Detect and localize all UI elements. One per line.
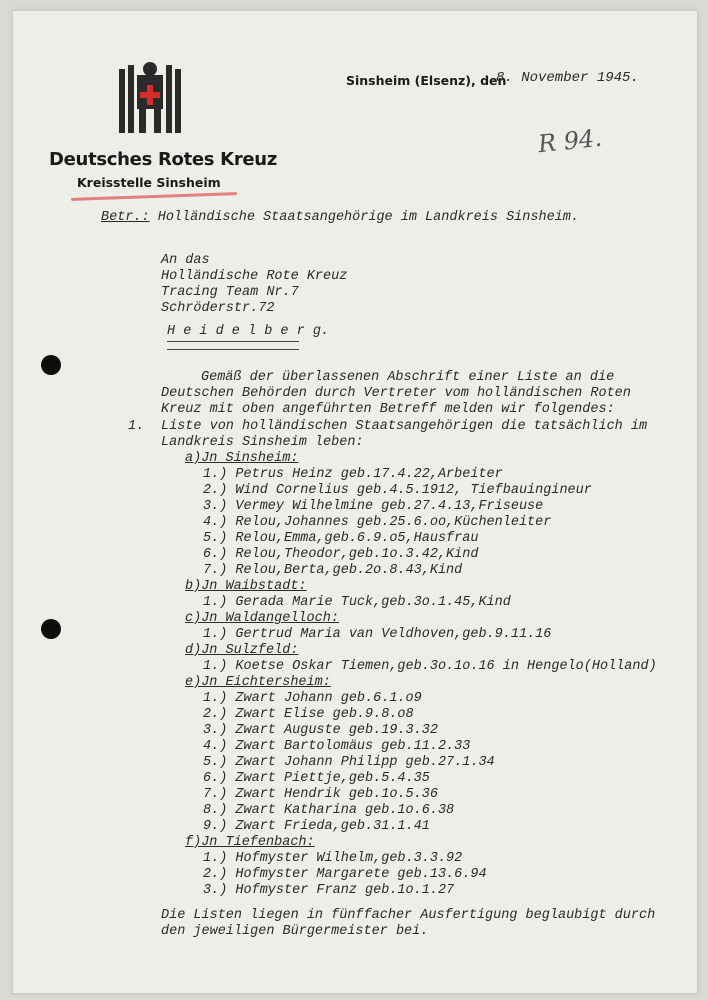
red-cross-eagle-logo-icon: [115, 55, 185, 135]
closing-line: den jeweiligen Bürgermeister bei.: [161, 924, 429, 939]
list-item: 9.) Zwart Frieda,geb.31.1.41: [203, 819, 430, 834]
group-heading: d)Jn Sulzfeld:: [185, 643, 299, 658]
list-item: 1.) Hofmyster Wilhelm,geb.3.3.92: [203, 851, 463, 866]
list-item: 3.) Vermey Wilhelmine geb.27.4.13,Friseuse: [203, 499, 544, 514]
intro-line: Deutschen Behörden durch Vertreter vom holländischen Roten: [161, 386, 631, 401]
address-city: H e i d e l b e r g.: [167, 324, 330, 339]
list-item: 4.) Relou,Johannes geb.25.6.oo,Küchenleiter: [203, 515, 552, 530]
list-item: 5.) Zwart Johann Philipp geb.27.1.34: [203, 755, 495, 770]
group-heading: f)Jn Tiefenbach:: [185, 835, 315, 850]
branch-name: Kreisstelle Sinsheim: [77, 175, 221, 190]
list-item: 8.) Zwart Katharina geb.1o.6.38: [203, 803, 455, 818]
list-item: 1.) Gertrud Maria van Veldhoven,geb.9.11.16: [203, 627, 552, 642]
intro-line: Gemäß der überlassenen Abschrift einer Liste an die: [201, 370, 615, 385]
organization-name: Deutsches Rotes Kreuz: [49, 149, 277, 170]
list-item: 7.) Zwart Hendrik geb.1o.5.36: [203, 787, 438, 802]
address-line: Schröderstr.72: [161, 301, 275, 316]
point-text-line: Liste von holländischen Staatsangehörigen die tatsächlich im: [161, 419, 648, 434]
list-item: 7.) Relou,Berta,geb.2o.8.43,Kind: [203, 563, 463, 578]
group-heading: a)Jn Sinsheim:: [185, 451, 299, 466]
list-item: 3.) Hofmyster Franz geb.1o.1.27: [203, 883, 455, 898]
letter-place: Sinsheim (Elsenz), den: [346, 73, 507, 88]
list-item: 6.) Relou,Theodor,geb.1o.3.42,Kind: [203, 547, 479, 562]
group-heading: e)Jn Eichtersheim:: [185, 675, 331, 690]
group-heading: c)Jn Waldangelloch:: [185, 611, 339, 626]
closing-line: Die Listen liegen in fünffacher Ausfertigung beglaubigt durch: [161, 908, 656, 923]
group-heading: b)Jn Waibstadt:: [185, 579, 307, 594]
subject-label: Betr.:: [101, 210, 150, 225]
address-double-rule: [167, 341, 299, 350]
list-item: 4.) Zwart Bartolomäus geb.11.2.33: [203, 739, 471, 754]
handwritten-reference: R 94.: [536, 123, 604, 159]
list-item: 2.) Hofmyster Margarete geb.13.6.94: [203, 867, 487, 882]
punch-hole-top: [41, 355, 61, 375]
subject-line: [101, 211, 579, 225]
red-underline: [71, 192, 237, 201]
list-item: 6.) Zwart Piettje,geb.5.4.35: [203, 771, 430, 786]
point-text-line: Landkreis Sinsheim leben:: [161, 435, 364, 450]
list-item: 2.) Zwart Elise geb.9.8.o8: [203, 707, 414, 722]
address-line: An das: [161, 253, 210, 268]
point-number: 1.: [128, 419, 145, 434]
list-item: 5.) Relou,Emma,geb.6.9.o5,Hausfrau: [203, 531, 479, 546]
address-line: Holländische Rote Kreuz: [161, 269, 348, 284]
address-line: Tracing Team Nr.7: [161, 285, 299, 300]
list-item: 1.) Zwart Johann geb.6.1.o9: [203, 691, 422, 706]
intro-line: Kreuz mit oben angeführten Betreff melden wir folgendes:: [161, 402, 615, 417]
list-item: 2.) Wind Cornelius geb.4.5.1912, Tiefbauingineur: [203, 483, 592, 498]
letter-sheet: [12, 10, 698, 994]
punch-hole-bottom: [41, 619, 61, 639]
list-item: 3.) Zwart Auguste geb.19.3.32: [203, 723, 438, 738]
list-item: 1.) Koetse Oskar Tiemen,geb.3o.1o.16 in Hengelo(Holland): [203, 659, 657, 674]
list-item: 1.) Petrus Heinz geb.17.4.22,Arbeiter: [203, 467, 503, 482]
letter-date: 8. November 1945.: [496, 70, 639, 86]
list-item: 1.) Gerada Marie Tuck,geb.3o.1.45,Kind: [203, 595, 511, 610]
subject-text: Holländische Staatsangehörige im Landkreis Sinsheim.: [157, 210, 579, 225]
